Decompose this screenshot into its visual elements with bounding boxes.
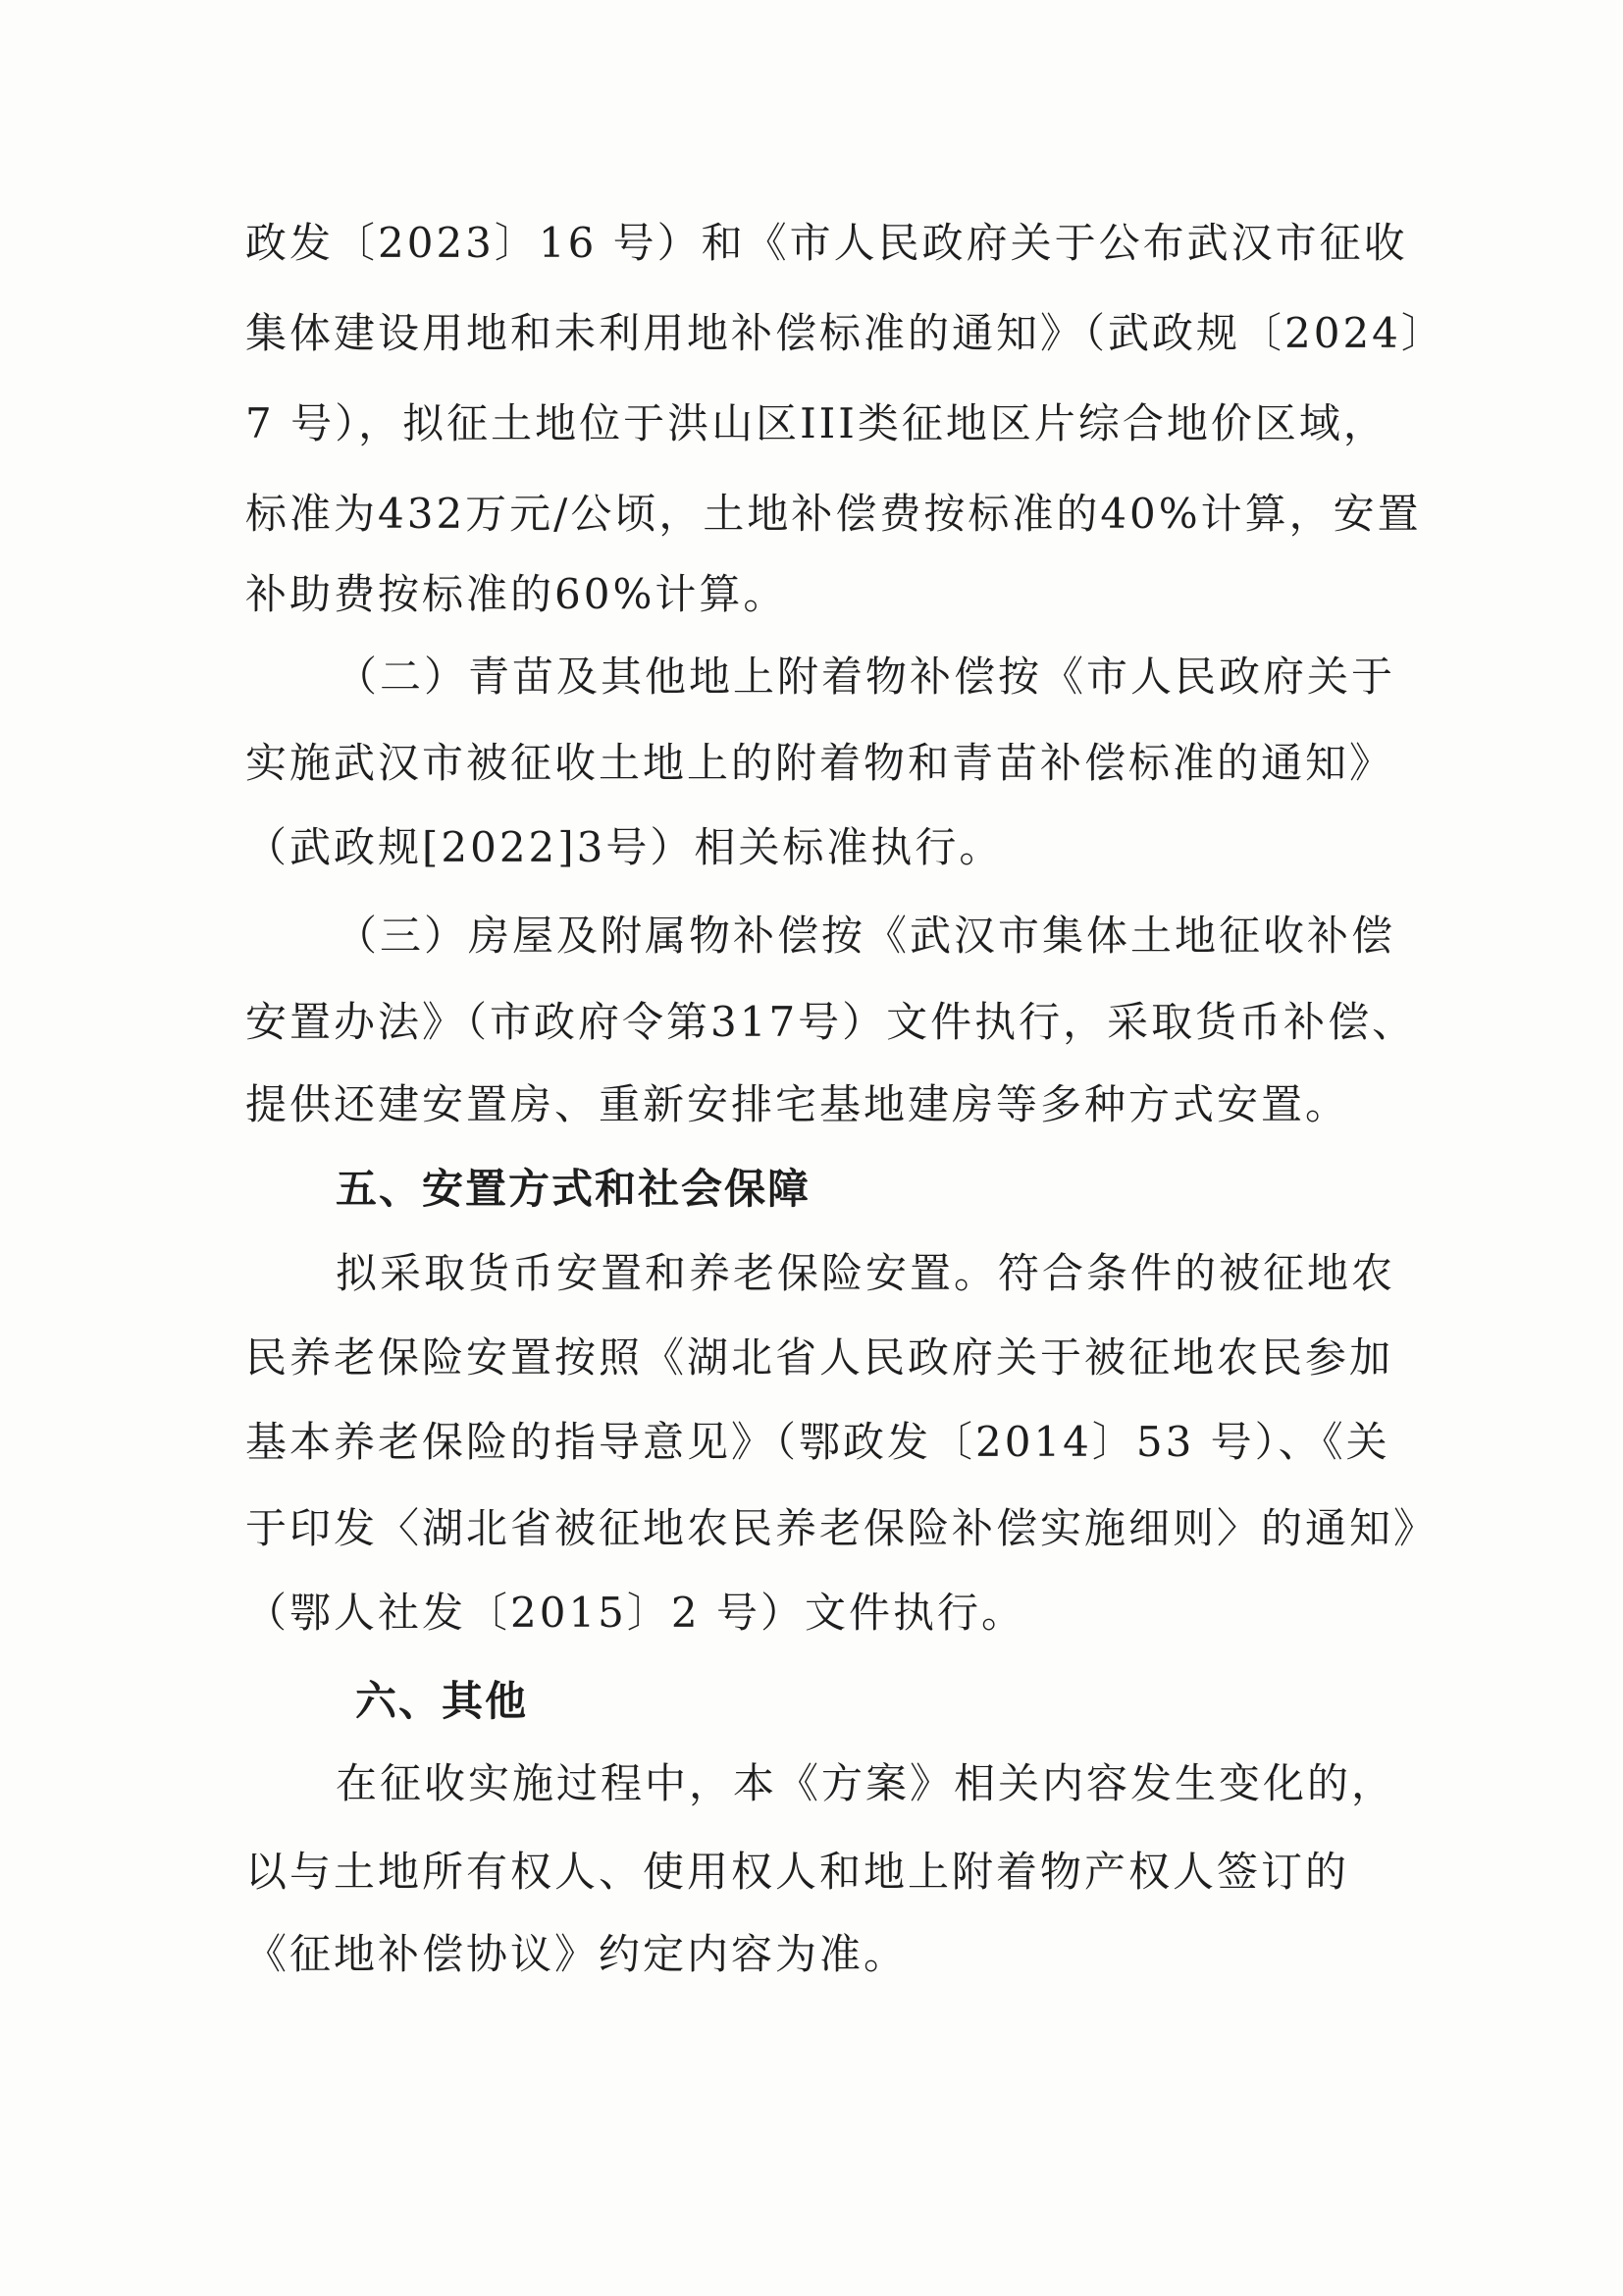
paragraph-line: （三）房屋及附属物补偿按《武汉市集体土地征收补偿 [336,912,1396,960]
paragraph-line: 在征收实施过程中，本《方案》相关内容发生变化的， [336,1759,1396,1807]
paragraph-line: 7 号），拟征土地位于洪山区III类征地区片综合地价区域， [245,399,1387,447]
paragraph-line: 政发〔2023〕16 号）和《市人民政府关于公布武汉市征收 [245,219,1408,267]
paragraph-line: （鄂人社发〔2015〕2 号）文件执行。 [245,1589,1025,1637]
paragraph-line: 补助费按标准的60%计算。 [245,570,788,618]
paragraph-line: 安置办法》（市政府令第317号）文件执行，采取货币补偿、 [245,998,1417,1046]
paragraph-line: 基本养老保险的指导意见》（鄂政发〔2014〕53 号）、《关 [245,1418,1390,1466]
paragraph-line: 实施武汉市被征收土地上的附着物和青苗补偿标准的通知》 [245,739,1394,787]
paragraph-line: 提供还建安置房、重新安排宅基地建房等多种方式安置。 [245,1080,1350,1128]
paragraph-line: 标准为432万元/公顷，土地补偿费按标准的40%计算，安置 [245,490,1422,538]
paragraph-line: 民养老保险安置按照《湖北省人民政府关于被征地农民参加 [245,1333,1394,1382]
paragraph-line: 集体建设用地和未利用地补偿标准的通知》（武政规〔2024〕 [245,309,1445,357]
paragraph-line: 以与土地所有权人、使用权人和地上附着物产权人签订的 [245,1848,1350,1896]
paragraph-line: 《征地补偿协议》约定内容为准。 [245,1930,909,1978]
paragraph-line: （二）青苗及其他地上附着物补偿按《市人民政府关于 [336,652,1396,701]
section-heading-other: 六、其他 [355,1677,529,1725]
section-heading-resettlement: 五、安置方式和社会保障 [336,1165,812,1213]
paragraph-line: 于印发〈湖北省被征地农民养老保险补偿实施细则〉的通知》 [245,1504,1439,1552]
paragraph-line: （武政规[2022]3号）相关标准执行。 [245,823,1004,871]
paragraph-line: 拟采取货币安置和养老保险安置。符合条件的被征地农 [336,1249,1396,1297]
